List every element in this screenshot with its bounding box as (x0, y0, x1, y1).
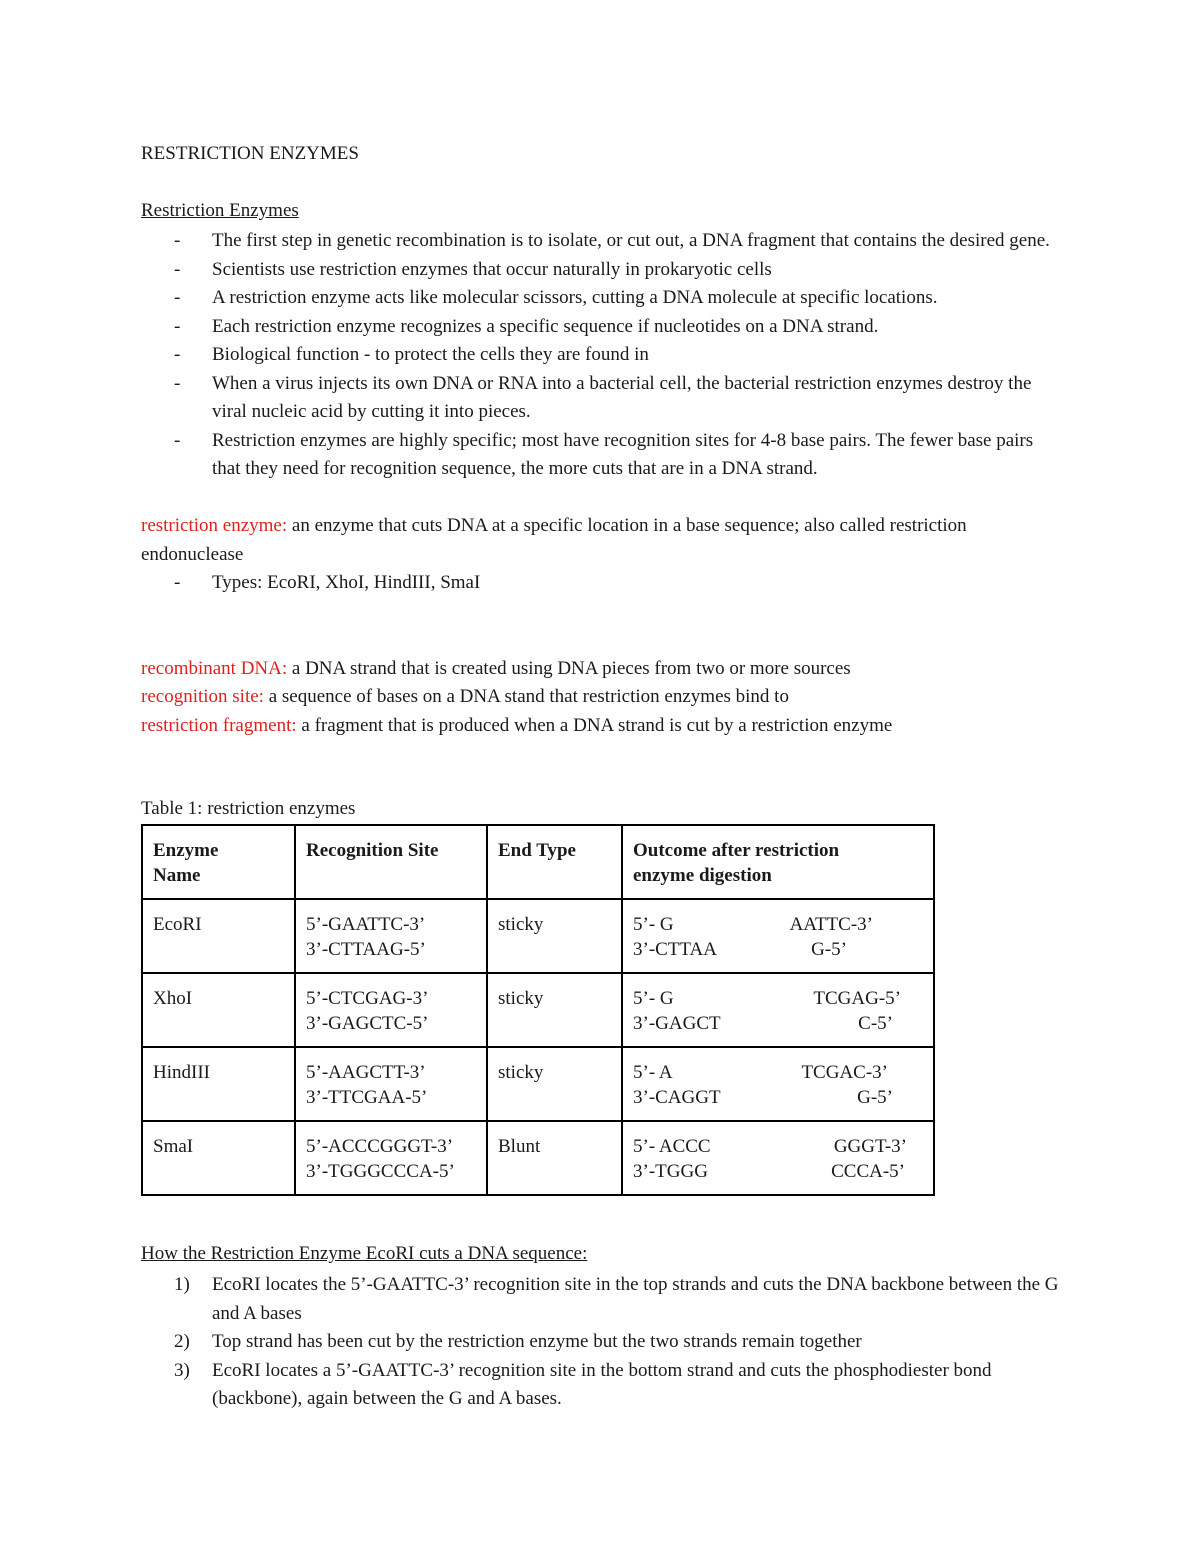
table-row (142, 1121, 934, 1195)
enzyme-name-cell: EcoRI (142, 899, 295, 973)
bullet-marker: - (174, 230, 181, 251)
recognition-site-cell: 5’-GAATTC-3’ 3’-CTTAAG-5’ (295, 899, 487, 973)
end-type-cell: sticky (487, 899, 622, 973)
header-end-type: End Type (487, 825, 622, 899)
list-item: - Scientists use restriction enzymes that occur naturally in prokaryotic cells (141, 256, 1061, 285)
outcome-cell: 5’- A TCGAC-3’ 3’-CAGGT G-5’ (622, 1047, 934, 1121)
recognition-site-cell: 5’-ACCCGGGT-3’ 3’-TGGGCCCA-5’ (295, 1121, 487, 1195)
enzyme-name-cell: XhoI (142, 973, 295, 1047)
section-heading: Restriction Enzymes (141, 200, 299, 221)
list-item: - Each restriction enzyme recognizes a specific sequence if nucleotides on a DNA strand. (141, 313, 1061, 342)
list-item: 3) EcoRI locates a 5’-GAATTC-3’ recognition site in the bottom strand and cuts the phosphodiester bond (backbone), again between the G and A bases. (141, 1357, 1061, 1414)
bullet-marker: - (174, 258, 181, 280)
list-item: - A restriction enzyme acts like molecular scissors, cutting a DNA molecule at specific locations. (141, 284, 1061, 313)
list-item: - When a virus injects its own DNA or RNA into a bacterial cell, the bacterial restriction enzymes destroy the viral nucleic acid by cutting it into pieces. (141, 370, 1061, 427)
outcome-cell: 5’- ACCC GGGT-3’ 3’-TGGG CCCA-5’ (622, 1121, 934, 1195)
outcome-cell: 5’- G TCGAG-5’ 3’-GAGCT C-5’ (622, 973, 934, 1047)
end-type-cell: Blunt (487, 1121, 622, 1195)
list-item: - Biological function - to protect the cells they are found in (141, 341, 1061, 370)
outcome-cell: 5’- G AATTC-3’ 3’-CTTAA G-5’ (622, 899, 934, 973)
restriction-enzyme-table (141, 824, 935, 1196)
bullet-list (141, 227, 1061, 484)
enzyme-name-cell: SmaI (142, 1121, 295, 1195)
howto-heading: How the Restriction Enzyme EcoRI cuts a DNA sequence: (141, 1243, 588, 1264)
list-item: - Restriction enzymes are highly specific; most have recognition sites for 4-8 base pairs. The fewer base pairs that they need for recognition sequence, the more cuts that are in a DNA strand. (141, 427, 1061, 484)
table-row (142, 899, 934, 973)
list-item: - Types: EcoRI, XhoI, HindIII, SmaI (141, 569, 1041, 598)
recognition-site-cell: 5’-CTCGAG-3’ 3’-GAGCTC-5’ (295, 973, 487, 1047)
definition-restriction-enzyme: restriction enzyme: an enzyme that cuts DNA at a specific location in a base sequence; also called restriction endonuclease (141, 515, 967, 565)
step-number: 2) (174, 1331, 190, 1352)
list-item: - The first step in genetic recombination is to isolate, or cut out, a DNA fragment that contains the desired gene. (141, 227, 1061, 256)
enzyme-name-cell: HindIII (142, 1047, 295, 1121)
document-title: RESTRICTION ENZYMES (141, 143, 359, 164)
recognition-site-cell: 5’-AAGCTT-3’ 3’-TTCGAA-5’ (295, 1047, 487, 1121)
end-type-cell: sticky (487, 973, 622, 1047)
table-header-row (142, 825, 934, 899)
list-item: 2) Top strand has been cut by the restriction enzyme but the two strands remain together (141, 1328, 1061, 1357)
types-list (141, 569, 1041, 598)
table-caption: Table 1: restriction enzymes (141, 798, 356, 819)
table-row (142, 1047, 934, 1121)
bullet-marker: - (174, 372, 181, 394)
header-enzyme-name: Enzyme Name (142, 825, 295, 899)
definition-recognition-site: recognition site: a sequence of bases on a DNA stand that restriction enzymes bind to (141, 686, 789, 707)
bullet-marker: - (174, 572, 181, 593)
bullet-marker: - (174, 315, 181, 337)
end-type-cell: sticky (487, 1047, 622, 1121)
step-number: 1) (174, 1274, 190, 1295)
bullet-marker: - (174, 287, 181, 308)
definition-recombinant-dna: recombinant DNA: a DNA strand that is created using DNA pieces from two or more sources (141, 658, 851, 679)
list-item: 1) EcoRI locates the 5’-GAATTC-3’ recognition site in the top strands and cuts the DNA backbone between the G and A bases (141, 1271, 1061, 1328)
step-number: 3) (174, 1359, 190, 1381)
bullet-marker: - (174, 344, 181, 365)
header-recognition-site: Recognition Site (295, 825, 487, 899)
steps-list (141, 1271, 1061, 1414)
header-outcome: Outcome after restriction enzyme digestion (622, 825, 934, 899)
bullet-marker: - (174, 429, 181, 451)
definition-restriction-fragment: restriction fragment: a fragment that is produced when a DNA strand is cut by a restriction enzyme (141, 715, 893, 736)
table-row (142, 973, 934, 1047)
